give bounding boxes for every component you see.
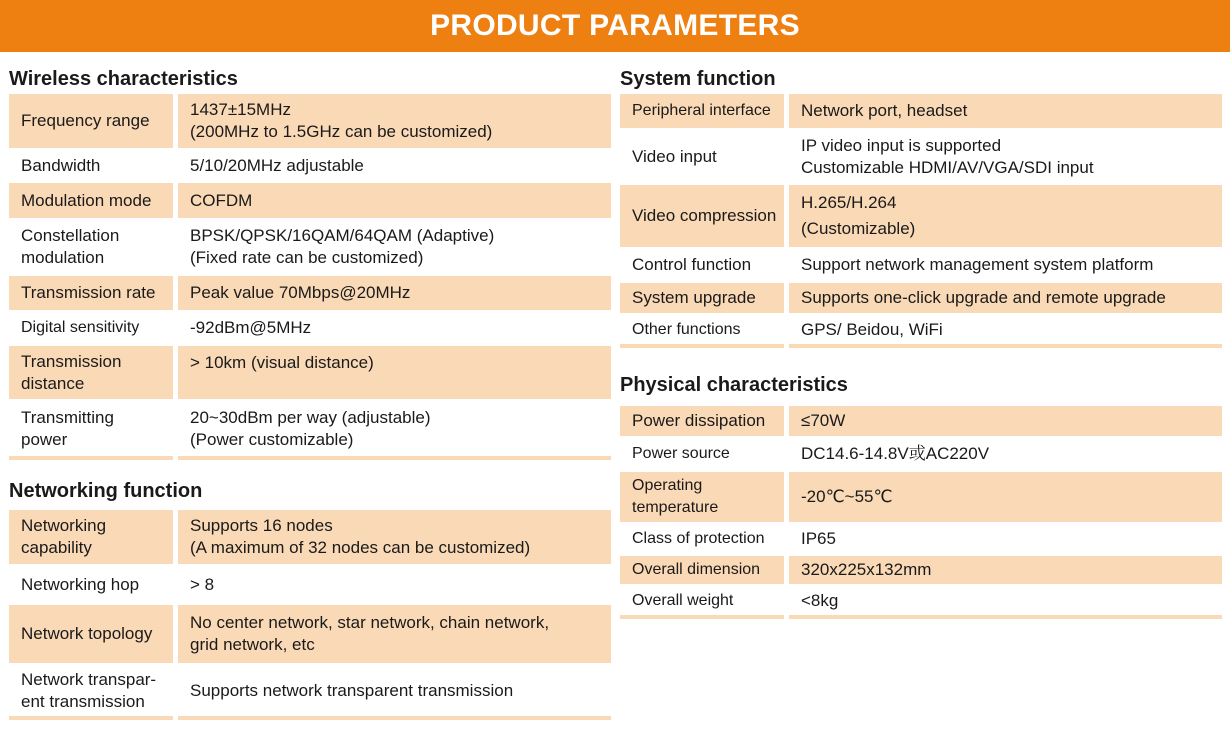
table-row — [9, 313, 611, 343]
right-column — [620, 66, 1222, 619]
section-title-wireless: Wireless characteristics — [9, 68, 238, 90]
networking-table — [9, 510, 611, 720]
table-row — [620, 525, 1222, 553]
param-label: Transmission rate — [9, 276, 173, 310]
param-label: Transmission distance — [9, 346, 173, 399]
param-label: Frequency range — [9, 94, 173, 148]
table-row — [9, 346, 611, 399]
table-bottom-rule — [9, 456, 611, 460]
table-row — [9, 402, 611, 456]
table-row — [620, 439, 1222, 469]
table-row — [620, 472, 1222, 522]
param-value: BPSK/QPSK/16QAM/64QAM (Adaptive) (Fixed rate can be customized) — [190, 226, 495, 267]
table-row — [620, 250, 1222, 280]
param-label: Transmitting power — [21, 408, 114, 449]
param-label: Class of protection — [632, 530, 765, 547]
param-label: Network transpar- ent transmission — [21, 670, 157, 711]
section-title-physical: Physical characteristics — [620, 374, 848, 396]
table-row — [620, 131, 1222, 182]
param-value: H.265/H.264 (Customizable) — [789, 185, 1222, 247]
param-label: Power source — [632, 445, 730, 462]
table-row — [620, 185, 1222, 247]
param-label: Overall dimension — [620, 556, 784, 584]
param-label: Control function — [632, 255, 752, 274]
param-value: <8kg — [801, 591, 839, 610]
table-row — [9, 276, 611, 310]
table-row — [9, 151, 611, 180]
param-label: System upgrade — [620, 283, 784, 313]
param-value: IP65 — [801, 529, 836, 548]
param-value: 1437±15MHz (200MHz to 1.5GHz can be customized) — [178, 94, 611, 148]
param-label: Bandwidth — [21, 155, 101, 175]
left-column — [9, 66, 611, 720]
table-bottom-rule — [620, 615, 1222, 619]
param-label: Operating temperature — [620, 472, 784, 522]
param-value: 20~30dBm per way (adjustable) (Power customizable) — [190, 408, 431, 449]
param-value: Support network management system platform — [801, 255, 1154, 274]
wireless-table — [9, 94, 611, 460]
section-title-system: System function — [620, 68, 776, 90]
header-banner — [0, 0, 1230, 52]
system-table — [620, 94, 1222, 348]
param-value: GPS/ Beidou, WiFi — [801, 320, 943, 339]
table-row — [620, 587, 1222, 615]
param-value: DC14.6-14.8V或AC220V — [801, 444, 990, 463]
param-label: Constellation modulation — [21, 226, 120, 267]
param-value: > 10km (visual distance) — [178, 346, 611, 399]
param-value: IP video input is supported Customizable HDMI/AV/VGA/SDI input — [801, 135, 1094, 177]
param-label: Modulation mode — [9, 183, 173, 218]
physical-table — [620, 406, 1222, 619]
param-value: Peak value 70Mbps@20MHz — [178, 276, 611, 310]
table-bottom-rule — [620, 344, 1222, 348]
param-label: Video compression — [620, 185, 784, 247]
section-title-networking: Networking function — [9, 480, 203, 502]
param-value: -92dBm@5MHz — [190, 318, 312, 337]
param-value: Network port, headset — [789, 94, 1222, 128]
param-value: Supports one-click upgrade and remote upgrade — [789, 283, 1222, 313]
table-row — [9, 666, 611, 716]
table-row — [620, 406, 1222, 436]
param-label: Network topology — [9, 605, 173, 663]
param-value: No center network, star network, chain network, grid network, etc — [178, 605, 611, 663]
param-label: Networking hop — [21, 574, 140, 594]
table-row — [9, 94, 611, 148]
page-title: PRODUCT PARAMETERS — [430, 9, 800, 42]
table-row — [620, 283, 1222, 313]
param-label: Overall weight — [632, 592, 734, 609]
table-row — [9, 605, 611, 663]
param-value: -20℃~55℃ — [789, 472, 1222, 522]
table-row — [9, 221, 611, 273]
table-bottom-rule — [9, 716, 611, 720]
param-value: > 8 — [190, 574, 215, 594]
table-row — [620, 94, 1222, 128]
param-value: COFDM — [178, 183, 611, 218]
table-row — [9, 567, 611, 602]
table-row — [620, 316, 1222, 344]
table-row — [9, 510, 611, 564]
param-value: Supports 16 nodes (A maximum of 32 nodes can be customized) — [178, 510, 611, 564]
param-label: Other functions — [632, 321, 741, 338]
param-value: ≤70W — [789, 406, 1222, 436]
param-value: 5/10/20MHz adjustable — [190, 155, 364, 175]
param-value: 320x225x132mm — [789, 556, 1222, 584]
param-value: Supports network transparent transmission — [190, 681, 514, 700]
param-label: Power dissipation — [620, 406, 784, 436]
param-label: Peripheral interface — [620, 94, 784, 128]
param-label: Video input — [632, 146, 717, 166]
table-row — [620, 556, 1222, 584]
table-row — [9, 183, 611, 218]
param-label: Digital sensitivity — [21, 319, 140, 336]
param-label: Networking capability — [9, 510, 173, 564]
